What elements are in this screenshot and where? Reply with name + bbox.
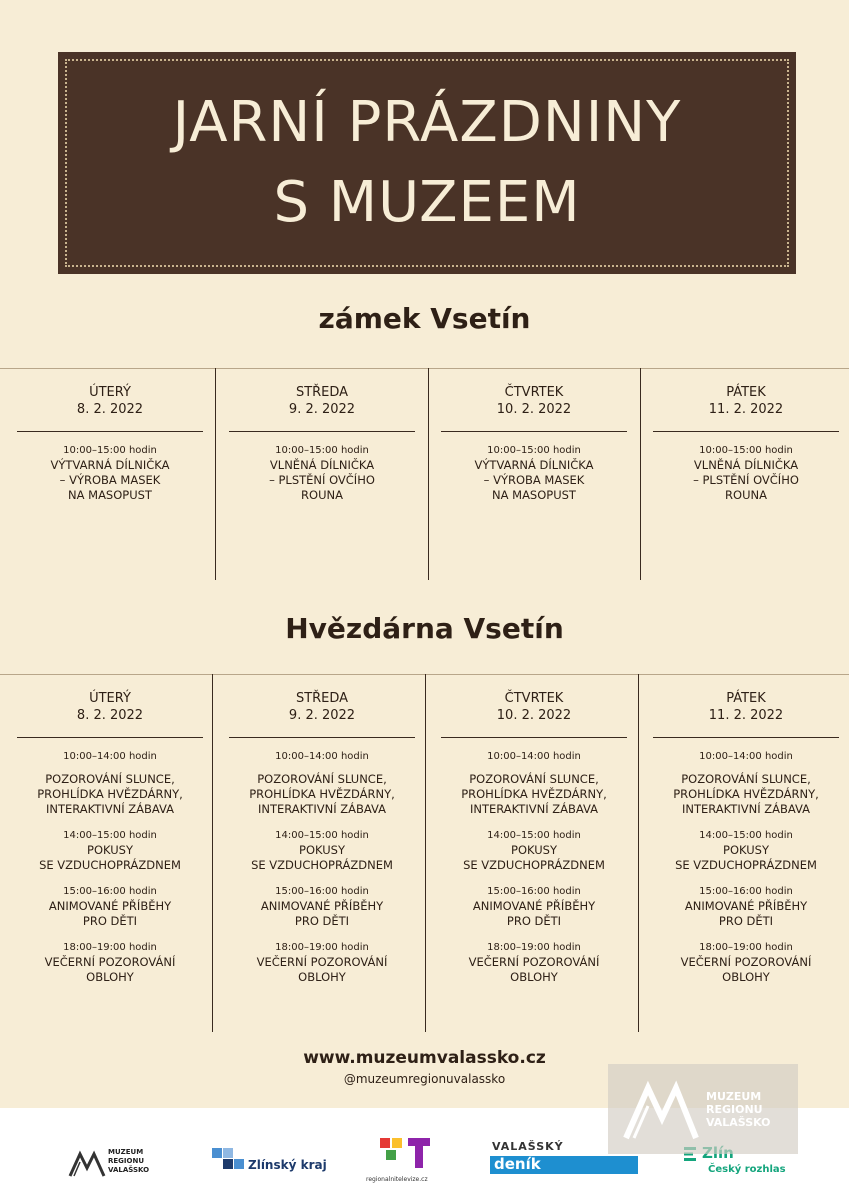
watermark-logo	[608, 1064, 798, 1154]
column-separator	[640, 368, 641, 580]
event-time: 15:00–16:00 hodin	[487, 886, 581, 897]
event-activity: – VÝROBA MASEK	[483, 473, 585, 487]
event-activity: OBLOHY	[298, 970, 346, 984]
zlinsky-kraj-text: Zlínský kraj	[248, 1158, 327, 1172]
denik-text: deník	[494, 1155, 541, 1173]
schedule-hvezdarna	[0, 674, 849, 1032]
event-activity: SE VZDUCHOPRÁZDNEM	[39, 858, 181, 872]
event-time: 18:00–19:00 hodin	[275, 942, 369, 953]
day-underline	[441, 737, 627, 738]
event-time: 10:00–14:00 hodin	[63, 751, 157, 762]
square-icon	[223, 1159, 233, 1169]
venue-title-hvezdarna: Hvězdárna Vsetín	[285, 612, 564, 645]
zlinsky-kraj-logo	[212, 1146, 332, 1176]
event-time: 18:00–19:00 hodin	[63, 942, 157, 953]
event-activity: PROHLÍDKA HVĚZDÁRNY,	[37, 787, 183, 801]
event-activity: VEČERNÍ POZOROVÁNÍ	[680, 955, 812, 969]
museum-m-icon	[68, 1148, 106, 1178]
event-activity: SE VZDUCHOPRÁZDNEM	[463, 858, 605, 872]
event-time: 10:00–15:00 hodin	[275, 445, 369, 456]
event-activity: POZOROVÁNÍ SLUNCE,	[469, 772, 599, 786]
day-name: ÚTERÝ	[89, 385, 131, 400]
regional-tv-logo	[366, 1136, 446, 1188]
social-handle: @muzeumregionuvalassko	[343, 1072, 506, 1086]
event-activity: ANIMOVANÉ PŘÍBĚHY	[684, 899, 808, 913]
cesky-rozhlas-text: Český rozhlas	[708, 1164, 786, 1175]
regional-tv-text: regionalnitelevize.cz	[366, 1176, 428, 1183]
event-activity: VLNĚNÁ DÍLNIČKA	[693, 458, 799, 472]
day-underline	[653, 737, 839, 738]
event-activity: OBLOHY	[86, 970, 134, 984]
column-separator	[638, 674, 639, 1032]
title-line-2: S MUZEEM	[273, 170, 581, 235]
event-activity: PROHLÍDKA HVĚZDÁRNY,	[461, 787, 607, 801]
event-activity: POKUSY	[511, 843, 557, 857]
event-time: 10:00–15:00 hodin	[487, 445, 581, 456]
museum-m-icon	[622, 1076, 700, 1142]
event-activity: VLNĚNÁ DÍLNIČKA	[269, 458, 375, 472]
column-separator	[212, 674, 213, 1032]
day-column	[434, 674, 634, 1032]
day-date: 9. 2. 2022	[288, 402, 356, 417]
square-icon	[223, 1148, 233, 1158]
event-activity: PRO DĚTI	[718, 914, 774, 928]
day-column	[10, 368, 210, 580]
day-name: STŘEDA	[295, 691, 349, 706]
event-activity: POZOROVÁNÍ SLUNCE,	[45, 772, 175, 786]
day-name: ÚTERÝ	[89, 691, 131, 706]
event-activity: SE VZDUCHOPRÁZDNEM	[675, 858, 817, 872]
title-line-1: JARNÍ PRÁZDNINY	[172, 90, 682, 155]
event-activity: VEČERNÍ POZOROVÁNÍ	[468, 955, 600, 969]
event-activity: OBLOHY	[510, 970, 558, 984]
day-date: 11. 2. 2022	[708, 402, 784, 417]
museum-logo	[68, 1144, 168, 1184]
day-column	[646, 674, 846, 1032]
event-time: 10:00–14:00 hodin	[275, 751, 369, 762]
event-activity: INTERAKTIVNÍ ZÁBAVA	[257, 802, 387, 816]
event-time: 15:00–16:00 hodin	[699, 886, 793, 897]
event-activity: PRO DĚTI	[506, 914, 562, 928]
event-activity: OBLOHY	[722, 970, 770, 984]
day-date: 11. 2. 2022	[708, 708, 784, 723]
event-activity: POKUSY	[87, 843, 133, 857]
day-column	[434, 368, 634, 580]
day-date: 8. 2. 2022	[76, 708, 144, 723]
event-activity: PROHLÍDKA HVĚZDÁRNY,	[249, 787, 395, 801]
tv-mark-icon	[378, 1136, 434, 1174]
event-activity: ANIMOVANÉ PŘÍBĚHY	[48, 899, 172, 913]
square-icon	[212, 1148, 222, 1158]
schedule-zamek	[0, 368, 849, 580]
event-activity: – PLSTĚNÍ OVČÍHO	[693, 473, 799, 487]
event-activity: ROUNA	[725, 488, 767, 502]
day-column	[222, 368, 422, 580]
watermark-text: MUZEUM REGIONU VALAŠSKO	[706, 1090, 771, 1129]
event-activity: ANIMOVANÉ PŘÍBĚHY	[260, 899, 384, 913]
event-activity: – VÝROBA MASEK	[59, 473, 161, 487]
day-name: ČTVRTEK	[504, 385, 564, 400]
event-time: 10:00–15:00 hodin	[63, 445, 157, 456]
event-activity: PROHLÍDKA HVĚZDÁRNY,	[673, 787, 819, 801]
column-separator	[428, 368, 429, 580]
event-activity: VEČERNÍ POZOROVÁNÍ	[44, 955, 176, 969]
event-time: 15:00–16:00 hodin	[63, 886, 157, 897]
event-activity: PRO DĚTI	[82, 914, 138, 928]
event-time: 10:00–15:00 hodin	[699, 445, 793, 456]
event-time: 18:00–19:00 hodin	[699, 942, 793, 953]
day-date: 9. 2. 2022	[288, 708, 356, 723]
day-underline	[229, 737, 415, 738]
day-underline	[441, 431, 627, 432]
event-activity: POZOROVÁNÍ SLUNCE,	[681, 772, 811, 786]
day-name: PÁTEK	[726, 385, 766, 400]
event-activity: PRO DĚTI	[294, 914, 350, 928]
event-activity: SE VZDUCHOPRÁZDNEM	[251, 858, 393, 872]
column-separator	[425, 674, 426, 1032]
event-activity: INTERAKTIVNÍ ZÁBAVA	[681, 802, 811, 816]
event-activity: POKUSY	[723, 843, 769, 857]
day-date: 10. 2. 2022	[496, 708, 572, 723]
event-activity: NA MASOPUST	[68, 488, 152, 502]
event-activity: NA MASOPUST	[492, 488, 576, 502]
event-time: 10:00–14:00 hodin	[699, 751, 793, 762]
event-activity: POKUSY	[299, 843, 345, 857]
event-activity: – PLSTĚNÍ OVČÍHO	[269, 473, 375, 487]
event-activity: INTERAKTIVNÍ ZÁBAVA	[45, 802, 175, 816]
event-activity: VEČERNÍ POZOROVÁNÍ	[256, 955, 388, 969]
event-time: 15:00–16:00 hodin	[275, 886, 369, 897]
day-date: 10. 2. 2022	[496, 402, 572, 417]
event-time: 10:00–14:00 hodin	[487, 751, 581, 762]
event-time: 14:00–15:00 hodin	[487, 830, 581, 841]
valassky-text: VALAŠSKÝ	[492, 1140, 564, 1153]
title-banner	[58, 52, 796, 274]
venue-title-zamek: zámek Vsetín	[318, 302, 531, 335]
square-icon	[234, 1159, 244, 1169]
event-activity: ANIMOVANÉ PŘÍBĚHY	[472, 899, 596, 913]
day-column	[646, 368, 846, 580]
event-activity: ROUNA	[301, 488, 343, 502]
website-link[interactable]: www.muzeumvalassko.cz	[303, 1048, 546, 1068]
event-activity: VÝTVARNÁ DÍLNIČKA	[50, 458, 170, 472]
event-time: 14:00–15:00 hodin	[275, 830, 369, 841]
day-underline	[653, 431, 839, 432]
day-name: PÁTEK	[726, 691, 766, 706]
column-separator	[215, 368, 216, 580]
event-activity: INTERAKTIVNÍ ZÁBAVA	[469, 802, 599, 816]
event-time: 14:00–15:00 hodin	[699, 830, 793, 841]
museum-logo-text: MUZEUM REGIONU VALAŠSKO	[108, 1148, 150, 1174]
day-name: ČTVRTEK	[504, 691, 564, 706]
day-underline	[229, 431, 415, 432]
day-name: STŘEDA	[295, 385, 349, 400]
event-time: 18:00–19:00 hodin	[487, 942, 581, 953]
event-activity: VÝTVARNÁ DÍLNIČKA	[474, 458, 594, 472]
event-time: 14:00–15:00 hodin	[63, 830, 157, 841]
day-column	[10, 674, 210, 1032]
day-underline	[17, 737, 203, 738]
day-underline	[17, 431, 203, 432]
day-date: 8. 2. 2022	[76, 402, 144, 417]
day-column	[222, 674, 422, 1032]
event-activity: POZOROVÁNÍ SLUNCE,	[257, 772, 387, 786]
